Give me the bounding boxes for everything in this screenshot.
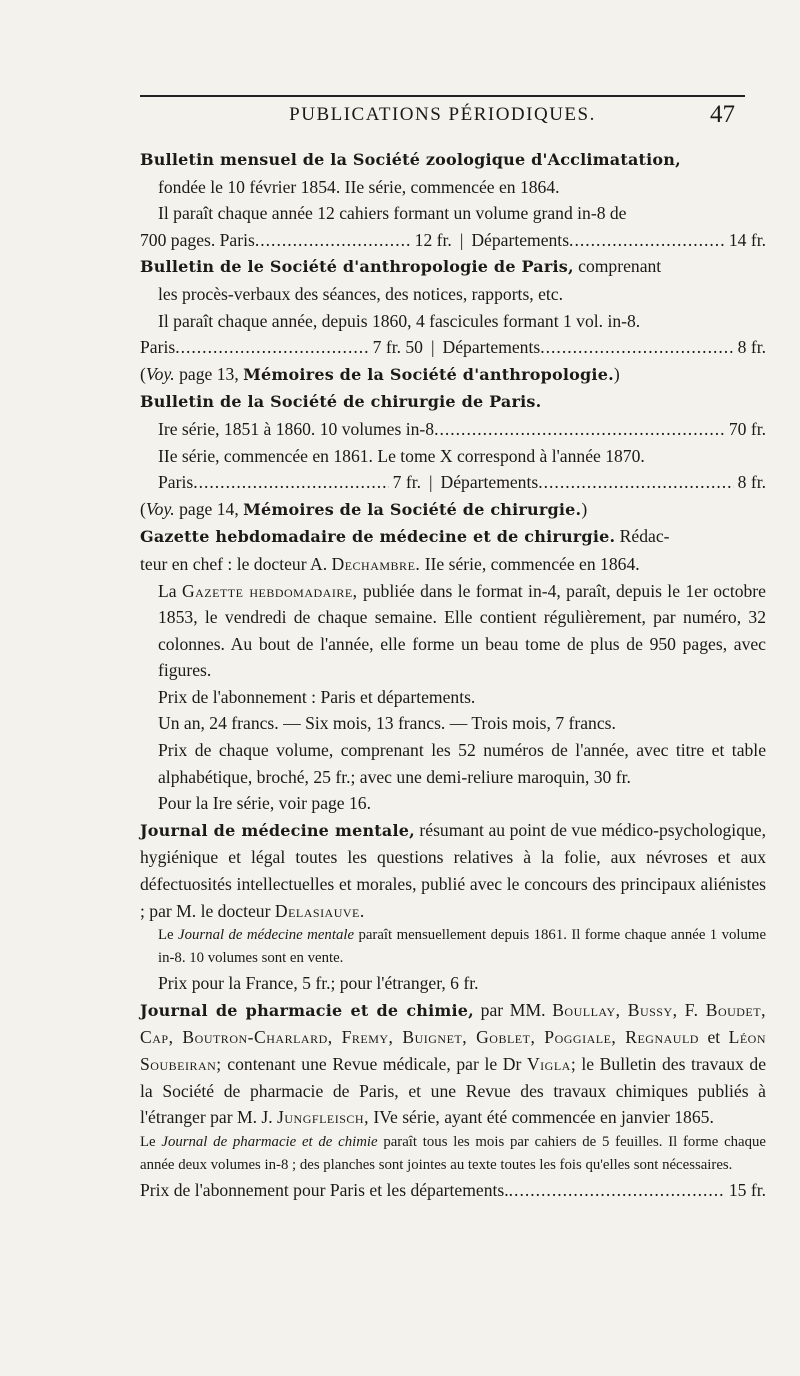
entry-pharmacie: Journal de pharmacie et de chimie, par MM. Boullay, Bussy, F. Boudet, Cap, Boutron-Charlard, Fremy, Buignet, Goblet, Poggiale, Regnauld et Léon Soubeiran; contenant une Revue médicale, par le Dr Vigla; le Bulletin des travaux de la Société de pharmacie de Paris, et une Revue des travaux chimiques publiés à l'étranger par M. J. Jungfleisch, IVe série, ayant été commencée en janvier 1865. Le Journal de pharmacie et de chimie paraît tous les mois par cahiers de 5 feuilles. Il forme chaque année deux volumes in-8 ; des planches sont jointes au texte toutes les fois qu'elles sont nécessaires. Prix de l'abonnement pour Paris et les départements. ..... 15 fr. xyxy=(140,997,766,1204)
entry-paragraph: Prix de l'abonnement : Paris et départements. xyxy=(158,686,476,707)
entry-line: Il paraît chaque année, depuis 1860, 4 fascicules formant 1 vol. in-8. xyxy=(158,310,641,331)
entry-anthropologie: Bulletin de le Société d'anthropologie de Paris, comprenant les procès-verbaux des séances, des notices, rapports, etc. Il paraît chaque année, depuis 1860, 4 fascicules formant 1 vol. in-8. Paris ..... 7 fr. 50 | Départements ..... 8 fr. (Voy. page 13, Mémoires de la Société d'anthropologie.) xyxy=(140,253,766,388)
header-rule xyxy=(140,95,745,97)
entry-title: Journal de médecine mentale, xyxy=(140,820,415,840)
entry-line: Il paraît chaque année 12 cahiers formant un volume grand in-8 de xyxy=(158,203,627,224)
entry-title: Bulletin de le Société d'anthropologie de Paris, xyxy=(140,257,574,277)
separator: | xyxy=(459,229,464,250)
entry-acclimatation xyxy=(140,146,766,253)
page-body xyxy=(140,146,766,1203)
price-line: Ire série, 1851 à 1860. 10 volumes in-8 ..... 70 fr. xyxy=(140,416,766,443)
entry-medecine-mentale: Journal de médecine mentale, résumant au point de vue médico-psychologique, hygiénique et légal toutes les questions relatives à la folie, aux névroses et aux défectuosités intellectuelles et morales, publié avec le concours des principaux aliénistes ; par M. le docteur Delasiauve. Le Journal de médecine mentale paraît mensuellement depuis 1861. Il forme chaque année 1 volume in-8. 10 volumes sont en vente. Prix pour la France, 5 fr.; pour l'étranger, 6 fr. xyxy=(140,817,766,997)
entry-note: Le Journal de médecine mentale paraît mensuellement depuis 1861. Il forme chaque année 1 volume in-8. 10 volumes sont en vente. xyxy=(158,927,767,967)
entry-title: Bulletin de la Société de chirurgie de Paris. xyxy=(140,392,542,412)
separator: | xyxy=(430,337,435,358)
entry-paragraph: La Gazette hebdomadaire, publiée dans le format in-4, paraît, depuis le 1er octobre 1853, le vendredi de chaque semaine. Elle contient régulièrement, par numéro, 32 colonnes. Au bout de l'année, elle forme un beau tome de plus de 950 pages, avec figures. xyxy=(158,580,766,681)
dept-price: 8 fr. xyxy=(737,337,767,358)
price-line: Paris ..... 7 fr. | Départements ..... 8 fr. xyxy=(140,469,766,496)
cross-reference: (Voy. page 13, Mémoires de la Société d'anthropologie.) xyxy=(140,363,620,384)
entry-title: Gazette hebdomadaire de médecine et de chirurgie. xyxy=(140,527,616,547)
entry-title: Journal de pharmacie et de chimie, xyxy=(140,1000,474,1020)
price-line xyxy=(140,227,766,254)
price-value: 7 fr. 50 xyxy=(372,337,423,358)
entry-price: Prix pour la France, 5 fr.; pour l'étranger, 6 fr. xyxy=(158,973,479,994)
entry-paragraph: Prix de chaque volume, comprenant les 52 numéros de l'année, avec titre et table alphabétique, broché, 25 fr.; avec une demi-reliure maroquin, 30 fr. xyxy=(158,740,766,787)
entry-chirurgie xyxy=(140,388,766,523)
running-title: PUBLICATIONS PÉRIODIQUES. xyxy=(289,104,596,125)
price-value: 12 fr. xyxy=(414,229,452,250)
dept-label: Départements xyxy=(471,229,570,250)
entry-gazette: Gazette hebdomadaire de médecine et de chirurgie. Rédac- teur en chef : le docteur A. Dechambre. IIe série, commencée en 1864. La Gazette hebdomadaire, publiée dans le format in-4, paraît, depuis le 1er octobre 1853, le vendredi de chaque semaine. Elle contient régulièrement, par numéro, 32 colonnes. Au bout de l'année, elle forme un beau tome de plus de 950 pages, avec figures. Prix de l'abonnement : Paris et départements. Un an, 24 francs. — Six mois, 13 francs. — Trois mois, 7 francs. Prix de chaque volume, comprenant les 52 numéros de l'année, avec titre et table alphabétique, broché, 25 fr.; avec une demi-reliure maroquin, 30 fr. Pour la Ire série, voir page 16. xyxy=(140,523,766,817)
entry-note: Le Journal de pharmacie et de chimie paraît tous les mois par cahiers de 5 feuilles. Il forme chaque année deux volumes in-8 ; des planches sont jointes au texte toutes les fois qu'elles sont nécessaires. xyxy=(140,1133,766,1173)
price-label: 700 pages. Paris xyxy=(140,229,255,250)
price-line: Prix de l'abonnement pour Paris et les départements. ..... 15 fr. xyxy=(140,1177,766,1204)
page-number: 47 xyxy=(710,101,735,128)
dept-price: 14 fr. xyxy=(728,229,767,250)
cross-reference: (Voy. page 14, Mémoires de la Société de chirurgie.) xyxy=(140,498,588,519)
price-label: Paris xyxy=(140,337,176,358)
entry-paragraph: Un an, 24 francs. — Six mois, 13 francs. — Trois mois, 7 francs. xyxy=(158,713,616,734)
price-line xyxy=(140,334,766,361)
page-header xyxy=(145,101,740,128)
entry-line: fondée le 10 février 1854. IIe série, commencée en 1864. xyxy=(158,176,560,197)
dept-label: Départements xyxy=(442,337,541,358)
entry-line: les procès-verbaux des séances, des notices, rapports, etc. xyxy=(158,283,563,304)
entry-paragraph: Pour la Ire série, voir page 16. xyxy=(158,793,372,814)
entry-line: IIe série, commencée en 1861. Le tome X correspond à l'année 1870. xyxy=(158,445,645,466)
entry-title: Bulletin mensuel de la Société zoologique d'Acclimatation, xyxy=(140,150,681,169)
entry-line: teur en chef : le docteur A. Dechambre. IIe série, commencée en 1864. xyxy=(140,553,640,574)
